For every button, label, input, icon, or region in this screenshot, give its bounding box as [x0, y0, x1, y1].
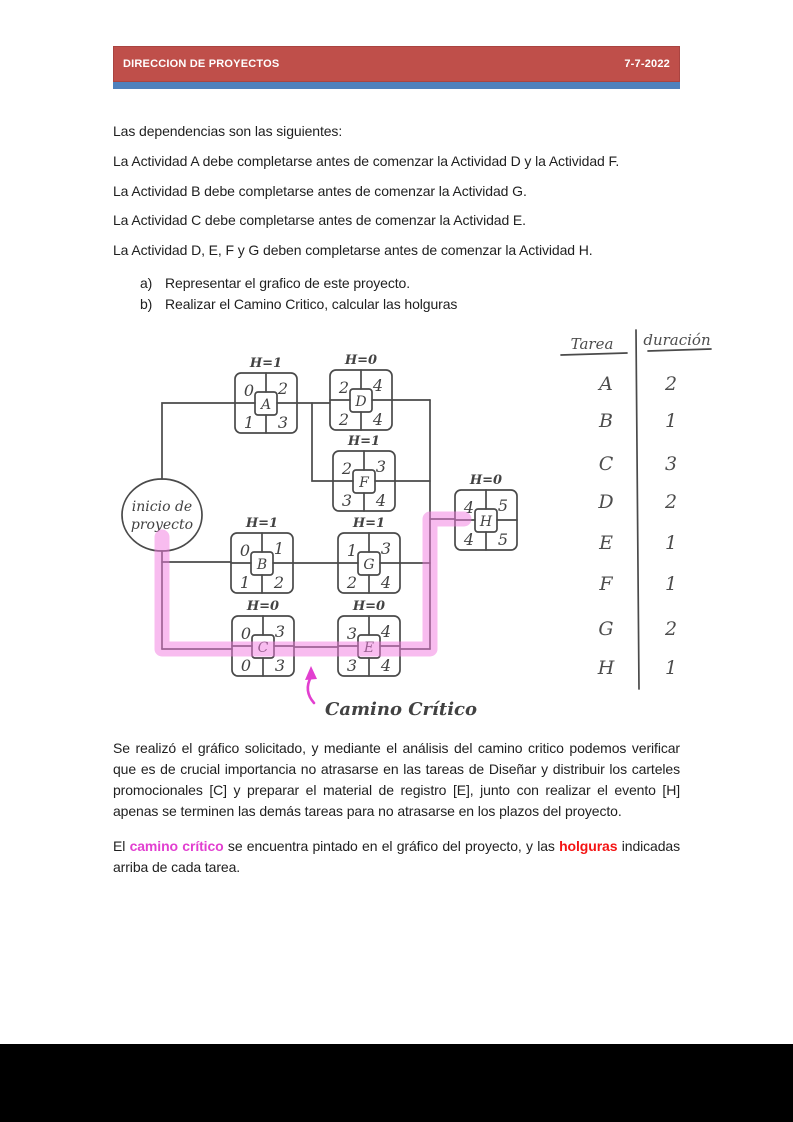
late-finish: 4	[380, 573, 392, 592]
activity-letter: H	[479, 514, 493, 530]
header-stripe	[113, 82, 680, 89]
late-finish: 3	[274, 656, 286, 675]
list-item	[140, 294, 680, 315]
task-cell-duration: 1	[664, 410, 678, 432]
task-cell-duration: 2	[664, 491, 678, 513]
slack-label: H=1	[249, 356, 283, 371]
dependency-line: La Actividad B debe completarse antes de comenzar la Actividad G.	[113, 182, 527, 199]
connector-lines	[162, 400, 455, 649]
slack-label: H=1	[245, 516, 279, 531]
list-text: Representar el grafico de este proyecto.	[165, 274, 411, 291]
analysis-paragraph: Se realizó el gráfico solicitado, y mediante el análisis del camino critico podemos verificar que es de crucial importancia no atrasarse en las tareas de Diseñar y distribuir los carteles promocionales [C] y preparar el material de registro [E], junto con realizar el evento [H] apenas se terminen las demás tareas para no atrasarse en los plazos del proyecto.	[113, 740, 680, 819]
task-cell-duration: 2	[664, 618, 678, 640]
early-start: 0	[239, 541, 251, 560]
intro-section	[113, 124, 680, 315]
question-list	[140, 273, 680, 315]
conclusion-text: indicadas arriba de cada tarea.	[113, 837, 680, 875]
activity-letter: D	[355, 394, 367, 410]
dependency-line: La Actividad D, E, F y G deben completarse antes de comenzar la Actividad H.	[113, 242, 593, 259]
page-bottom-band	[0, 1044, 793, 1122]
table-header-tarea: Tarea	[570, 335, 614, 353]
early-finish: 2	[277, 379, 289, 398]
task-cell-duration: 1	[664, 573, 678, 595]
conclusion-paragraph	[113, 836, 680, 878]
task-cell-duration: 1	[664, 532, 678, 554]
activity-letter: F	[359, 475, 369, 491]
camino-critico-accent: camino crítico	[129, 837, 224, 854]
list-marker: a)	[140, 274, 153, 291]
task-cell-duration: 3	[664, 453, 678, 475]
task-cell-duration: 2	[664, 373, 678, 395]
activity-letter: C	[257, 640, 269, 656]
late-start: 3	[346, 656, 358, 675]
task-cell-name: G	[598, 618, 614, 640]
slack-label: H=0	[344, 353, 378, 368]
late-finish: 5	[497, 530, 509, 549]
project-network-diagram	[115, 325, 715, 730]
activity-node-H	[455, 473, 517, 550]
slack-label: H=1	[352, 516, 386, 531]
early-start: 2	[341, 459, 353, 478]
conclusion-text: se encuentra pintado en el gráfico del proyecto, y las	[223, 837, 560, 854]
start-node-label: proyecto	[130, 517, 194, 533]
late-start: 2	[346, 573, 358, 592]
task-cell-duration: 1	[664, 657, 678, 679]
early-start: 0	[240, 624, 252, 643]
task-cell-name: E	[599, 532, 613, 554]
task-cell-name: C	[598, 453, 614, 475]
early-start: 3	[346, 624, 358, 643]
activity-node-C	[232, 599, 294, 676]
early-finish: 3	[380, 539, 392, 558]
late-finish: 4	[372, 410, 384, 429]
activity-node-E	[338, 599, 400, 676]
early-finish: 4	[380, 622, 392, 641]
slack-label: H=0	[352, 599, 386, 614]
early-start: 1	[346, 541, 358, 560]
holguras-accent: holguras	[559, 837, 618, 854]
early-start: 0	[243, 381, 255, 400]
header-date: 7-7-2022	[624, 58, 670, 70]
early-finish: 4	[372, 376, 384, 395]
activity-node-G	[338, 516, 400, 593]
dependency-line: La Actividad A debe completarse antes de comenzar la Actividad D y la Actividad F.	[113, 152, 620, 169]
activity-node-A	[235, 356, 297, 433]
activity-letter: E	[363, 640, 375, 656]
list-marker: b)	[140, 295, 153, 312]
late-start: 0	[240, 656, 252, 675]
late-finish: 4	[375, 491, 387, 510]
slack-label: H=0	[246, 599, 280, 614]
critical-path-label: Camino Crítico	[325, 699, 477, 720]
task-cell-name: A	[599, 373, 613, 395]
list-item	[140, 273, 680, 294]
task-cell-name: H	[597, 657, 615, 679]
header-bar	[113, 46, 680, 82]
late-finish: 2	[273, 573, 285, 592]
task-cell-name: B	[599, 410, 613, 432]
activity-letter: B	[256, 557, 268, 573]
early-finish: 1	[273, 539, 285, 558]
early-finish: 3	[274, 622, 286, 641]
task-cell-name: F	[599, 573, 613, 595]
early-start: 2	[338, 378, 350, 397]
activity-node-D	[330, 353, 392, 430]
start-node-label: inicio de	[131, 499, 193, 515]
late-start: 2	[338, 410, 350, 429]
analysis-section	[113, 738, 680, 891]
early-finish: 5	[497, 496, 509, 515]
slack-label: H=1	[347, 434, 381, 449]
activity-node-F	[333, 434, 395, 511]
activity-letter: G	[363, 557, 375, 573]
late-finish: 4	[380, 656, 392, 675]
late-start: 1	[239, 573, 251, 592]
activity-node-B	[231, 516, 293, 593]
document-header	[113, 46, 680, 89]
list-text: Realizar el Camino Critico, calcular las holguras	[165, 295, 458, 312]
early-finish: 3	[375, 457, 387, 476]
dependency-line: La Actividad C debe completarse antes de comenzar la Actividad E.	[113, 212, 526, 229]
critical-path-highlight	[162, 519, 464, 649]
task-duration-table	[561, 330, 711, 689]
conclusion-text: El	[113, 837, 130, 854]
late-start: 1	[243, 413, 255, 432]
late-start: 4	[463, 530, 475, 549]
activity-letter: A	[260, 397, 272, 413]
activity-nodes	[231, 353, 517, 676]
late-start: 3	[341, 491, 353, 510]
early-start: 4	[463, 498, 475, 517]
header-title: DIRECCION DE PROYECTOS	[123, 58, 280, 70]
table-header-duracion: duración	[643, 331, 711, 349]
task-cell-name: D	[598, 491, 614, 513]
lead-paragraph: Las dependencias son las siguientes:	[113, 123, 343, 139]
late-finish: 3	[277, 413, 289, 432]
slack-label: H=0	[469, 473, 503, 488]
